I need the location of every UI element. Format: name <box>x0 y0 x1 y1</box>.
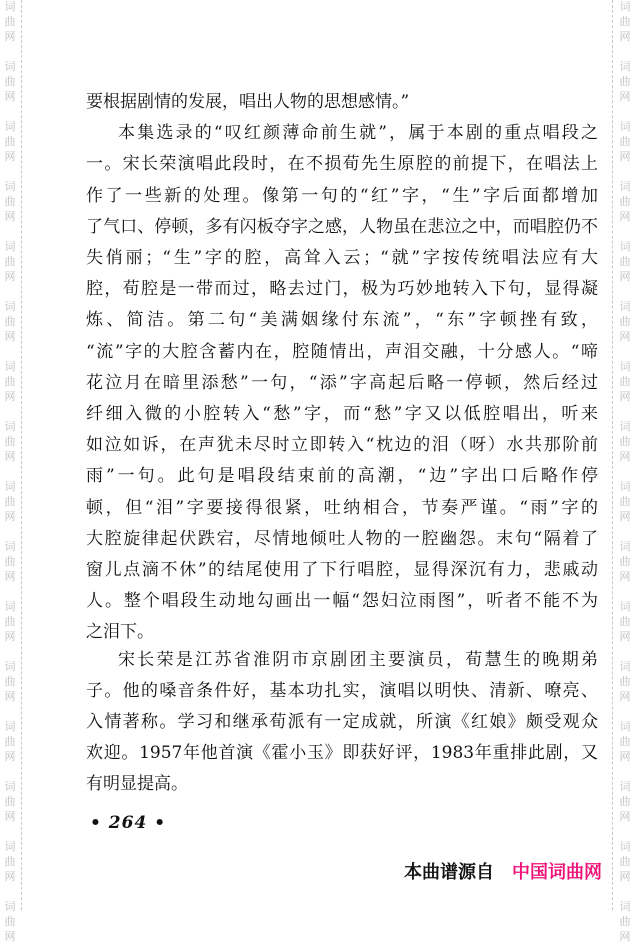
watermark-char: 词 <box>4 480 16 493</box>
watermark-char: 词 <box>619 780 631 793</box>
text-line: 要根据剧情的发展，唱出人物的思想感情。” <box>86 92 410 112</box>
watermark-char: 词 <box>4 360 16 373</box>
watermark-char: 网 <box>4 570 16 583</box>
text-line: 作了一些新的处理。像第一句的“红”字，“生”字后面都增加 <box>86 185 598 206</box>
text-line: 一。宋长荣演唱此段时，在不损荀先生原腔的前提下，在唱法上 <box>86 154 598 175</box>
watermark-char: 曲 <box>619 555 631 568</box>
watermark-char: 曲 <box>619 735 631 748</box>
watermark-char: 词 <box>4 420 16 433</box>
text-line: 子。他的嗓音条件好，基本功扎实，演唱以明快、清新、嘹亮、 <box>86 680 598 701</box>
watermark-char: 曲 <box>4 495 16 508</box>
watermark-char: 词 <box>4 60 16 73</box>
watermark-char: 曲 <box>4 375 16 388</box>
text-line: 入情著称。学习和继承荀派有一定成就，所演《红娘》颇受观众 <box>86 712 598 733</box>
watermark-char: 网 <box>4 450 16 463</box>
watermark-char: 词 <box>619 300 631 313</box>
watermark-char: 曲 <box>4 195 16 208</box>
watermark-char: 词 <box>4 540 16 553</box>
watermark-char: 词 <box>4 0 16 13</box>
text-line: 如泣如诉，在声犹未尽时立即转入“枕边的泪（呀）水共那阶前 <box>86 435 598 456</box>
text-line: 宋长荣是江苏省淮阴市京剧团主要演员，荀慧生的晚期弟 <box>118 649 598 670</box>
watermark-char: 网 <box>4 210 16 223</box>
watermark-char: 曲 <box>4 435 16 448</box>
watermark-char: 网 <box>4 30 16 43</box>
watermark-char: 网 <box>619 450 631 463</box>
watermark-column-left <box>0 0 20 943</box>
watermark-char: 词 <box>619 600 631 613</box>
watermark-column-right <box>615 0 635 943</box>
watermark-char: 曲 <box>619 195 631 208</box>
watermark-char: 词 <box>4 660 16 673</box>
watermark-char: 网 <box>4 390 16 403</box>
watermark-char: 曲 <box>619 15 631 28</box>
watermark-char: 词 <box>619 240 631 253</box>
watermark-char: 曲 <box>4 795 16 808</box>
watermark-char: 词 <box>4 240 16 253</box>
watermark-char: 词 <box>4 720 16 733</box>
watermark-char: 曲 <box>619 615 631 628</box>
watermark-char: 网 <box>619 690 631 703</box>
site-name-link[interactable]: 中国词曲网 <box>512 862 602 883</box>
watermark-char: 词 <box>4 180 16 193</box>
watermark-char: 网 <box>4 150 16 163</box>
watermark-char: 曲 <box>4 135 16 148</box>
watermark-char: 曲 <box>619 795 631 808</box>
watermark-char: 词 <box>4 840 16 853</box>
text-line: 之泪下。 <box>86 622 154 643</box>
watermark-char: 曲 <box>4 75 16 88</box>
watermark-char: 网 <box>619 390 631 403</box>
watermark-char: 曲 <box>619 255 631 268</box>
watermark-char: 词 <box>619 420 631 433</box>
text-line: 本集选录的“叹红颜薄命前生就”，属于本剧的重点唱段之 <box>118 123 598 144</box>
watermark-char: 词 <box>4 900 16 913</box>
watermark-char: 网 <box>619 30 631 43</box>
watermark-char: 网 <box>4 90 16 103</box>
watermark-char: 曲 <box>4 315 16 328</box>
watermark-char: 网 <box>619 810 631 823</box>
watermark-char: 词 <box>619 900 631 913</box>
text-line: 花泣月在暗里添愁”一句，“添”字高起后略一停顿，然后经过 <box>86 372 598 393</box>
watermark-char: 词 <box>4 780 16 793</box>
watermark-char: 网 <box>4 810 16 823</box>
watermark-char: 词 <box>619 540 631 553</box>
watermark-char: 词 <box>619 180 631 193</box>
watermark-char: 网 <box>4 930 16 943</box>
watermark-char: 曲 <box>4 915 16 928</box>
watermark-char: 词 <box>619 360 631 373</box>
watermark-char: 网 <box>619 150 631 163</box>
watermark-char: 网 <box>4 690 16 703</box>
watermark-char: 曲 <box>619 315 631 328</box>
text-line: 了气口、停顿，多有闪板夺字之感，人物虽在悲泣之中，而唱腔仍不 <box>86 216 598 237</box>
watermark-char: 曲 <box>619 855 631 868</box>
watermark-char: 词 <box>619 60 631 73</box>
watermark-char: 曲 <box>4 615 16 628</box>
watermark-char: 网 <box>4 270 16 283</box>
watermark-char: 网 <box>619 330 631 343</box>
watermark-char: 曲 <box>4 255 16 268</box>
article-body <box>86 87 598 801</box>
watermark-char: 词 <box>4 600 16 613</box>
source-label: 本曲谱源自 <box>404 862 494 883</box>
text-line: 纤细入微的小腔转入“愁”字，而“愁”字又以低腔唱出，听来 <box>86 404 598 425</box>
watermark-char: 网 <box>4 870 16 883</box>
watermark-char: 词 <box>4 120 16 133</box>
watermark-char: 网 <box>619 630 631 643</box>
watermark-char: 曲 <box>619 915 631 928</box>
page-number: • 264 • <box>90 813 167 833</box>
watermark-char: 网 <box>619 930 631 943</box>
watermark-char: 词 <box>619 480 631 493</box>
watermark-char: 曲 <box>4 855 16 868</box>
watermark-char: 词 <box>619 720 631 733</box>
watermark-char: 词 <box>619 120 631 133</box>
text-line: 雨”一句。此句是唱段结束前的高潮，“边”字出口后略作停 <box>86 466 598 487</box>
watermark-char: 词 <box>4 300 16 313</box>
watermark-char: 网 <box>619 870 631 883</box>
source-footer <box>404 858 602 884</box>
watermark-char: 曲 <box>619 435 631 448</box>
text-line: “流”字的大腔含蓄内在，腔随情出，声泪交融，十分感人。“啼 <box>86 341 598 362</box>
watermark-char: 网 <box>619 270 631 283</box>
watermark-char: 网 <box>4 750 16 763</box>
watermark-char: 曲 <box>619 375 631 388</box>
watermark-char: 网 <box>619 510 631 523</box>
watermark-char: 网 <box>4 510 16 523</box>
text-line: 炼、简洁。第二句“美满姻缘付东流”，“东”字顿挫有致， <box>86 310 598 331</box>
watermark-char: 词 <box>619 840 631 853</box>
text-line: 腔，荀腔是一带而过，略去过门，极为巧妙地转入下句，显得凝 <box>86 279 598 300</box>
watermark-char: 网 <box>619 750 631 763</box>
watermark-char: 曲 <box>4 675 16 688</box>
dashed-divider-left <box>21 0 22 910</box>
watermark-char: 曲 <box>4 15 16 28</box>
watermark-char: 词 <box>619 660 631 673</box>
watermark-char: 曲 <box>4 555 16 568</box>
text-line: 有明显提高。 <box>86 774 188 795</box>
watermark-char: 网 <box>619 90 631 103</box>
dashed-divider-right <box>612 0 613 910</box>
watermark-char: 曲 <box>619 75 631 88</box>
watermark-char: 词 <box>619 0 631 13</box>
text-line: 窗儿点滴不休”的结尾使用了下行唱腔，显得深沉有力，悲戚动 <box>86 560 598 581</box>
text-line: 大腔旋律起伏跌宕，尽情地倾吐人物的一腔幽怨。末句“隔着了 <box>86 528 598 549</box>
text-line: 人。整个唱段生动地勾画出一幅“怨妇泣雨图”，听者不能不为 <box>86 591 598 612</box>
watermark-char: 网 <box>619 570 631 583</box>
watermark-char: 网 <box>4 330 16 343</box>
watermark-char: 曲 <box>619 135 631 148</box>
watermark-char: 曲 <box>619 495 631 508</box>
watermark-char: 曲 <box>619 675 631 688</box>
text-line: 欢迎。1957年他首演《霍小玉》即获好评，1983年重排此剧，又 <box>86 743 598 764</box>
text-line: 失俏丽；“生”字的腔，高耸入云；“就”字按传统唱法应有大 <box>86 248 598 269</box>
watermark-char: 网 <box>4 630 16 643</box>
watermark-char: 网 <box>619 210 631 223</box>
watermark-char: 曲 <box>4 735 16 748</box>
text-line: 顿，但“泪”字要接得很紧，吐纳相合，节奏严谨。“雨”字的 <box>86 497 598 518</box>
